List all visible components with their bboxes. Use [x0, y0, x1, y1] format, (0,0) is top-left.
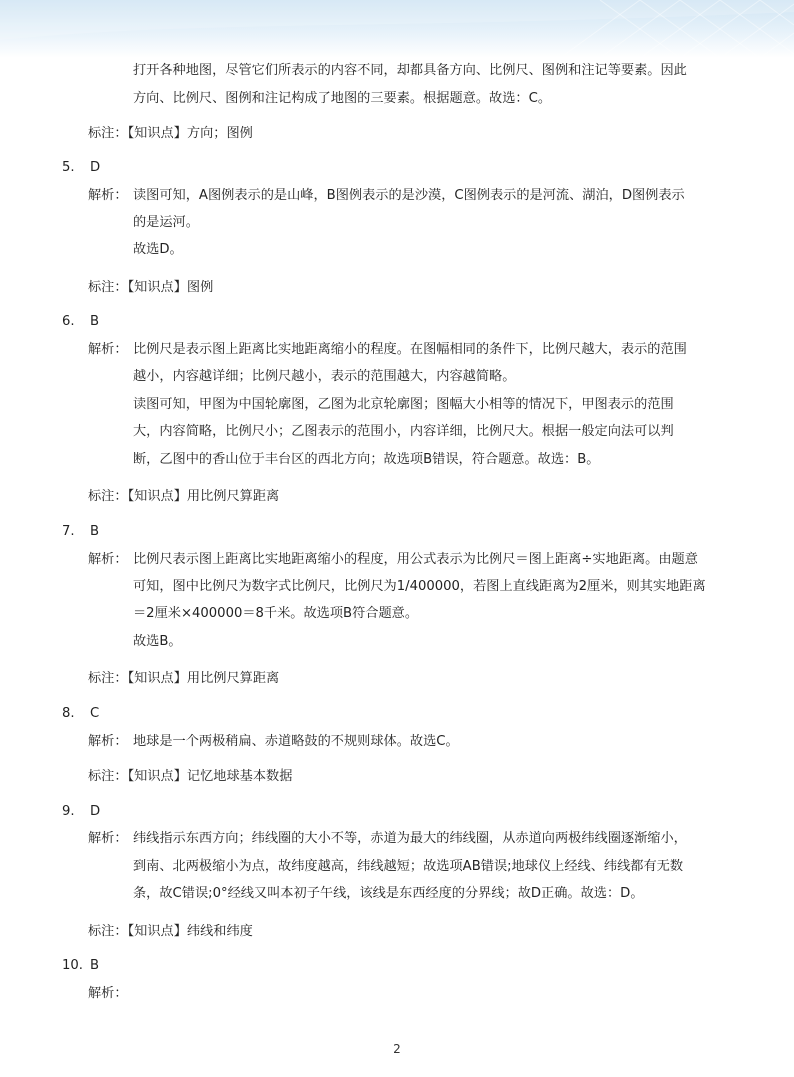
intro-line: 方向、比例尺、图例和注记构成了地图的三要素。根据题意。故选：C。	[133, 91, 552, 106]
analysis-line: 断，乙图中的香山位于丰台区的西北方向；故选项B错误，符合题意。故选：B。	[133, 452, 600, 467]
analysis-label: 解析：	[88, 188, 128, 203]
question-number: 9.	[62, 804, 75, 819]
question-number: 10.	[62, 958, 83, 973]
question-number: 6.	[62, 314, 75, 329]
analysis-line: 到南、北两极缩小为点，故纬度越高，纬线越短；故选项AB错误;地球仪上经线、纬线都有无数	[133, 859, 684, 874]
analysis-line: 比例尺是表示图上距离比实地距离缩小的程度。在图幅相同的条件下，比例尺越大，表示的范围	[133, 342, 687, 357]
header-banner	[0, 0, 794, 58]
analysis-line: 纬线指示东西方向；纬线圈的大小不等，赤道为最大的纬线圈，从赤道向两极纬线圈逐渐缩小，	[133, 831, 687, 846]
analysis-label: 解析：	[88, 552, 128, 567]
analysis-label: 解析：	[88, 831, 128, 846]
analysis-line: 地球是一个两极稍扁、赤道略鼓的不规则球体。故选C。	[133, 734, 459, 749]
analysis-label: 解析：	[88, 734, 128, 749]
answer-letter: B	[90, 524, 100, 539]
analysis-label: 解析：	[88, 986, 128, 1001]
analysis-line: 读图可知，A图例表示的是山峰，B图例表示的是沙漠，C图例表示的是河流、湖泊，D图例表示	[133, 188, 685, 203]
knowledge-tag: 标注：【知识点】用比例尺算距离	[88, 671, 280, 686]
question-number: 7.	[62, 524, 75, 539]
analysis-label: 解析：	[88, 342, 128, 357]
answer-letter: B	[90, 314, 100, 329]
question-number: 8.	[62, 706, 75, 721]
knowledge-tag: 标注：【知识点】图例	[88, 280, 214, 295]
analysis-line: 故选D。	[133, 242, 183, 257]
analysis-line: 可知，图中比例尺为数字式比例尺，比例尺为1/400000，若图上直线距离为2厘米，则其实地距离	[133, 579, 706, 594]
answer-letter: C	[90, 706, 100, 721]
analysis-line: 大，内容简略，比例尺小；乙图表示的范围小，内容详细，比例尺大。根据一般定向法可以判	[133, 424, 674, 439]
analysis-line: 故选B。	[133, 634, 182, 649]
analysis-line: 越小，内容越详细；比例尺越小，表示的范围越大，内容越简略。	[133, 369, 516, 384]
analysis-line: ＝2厘米×400000＝8千米。故选项B符合题意。	[133, 606, 419, 621]
analysis-line: 条，故C错误;0°经线又叫本初子午线，该线是东西经度的分界线；故D正确。故选：D。	[133, 886, 644, 901]
knowledge-tag: 标注：【知识点】纬线和纬度	[88, 924, 253, 939]
answer-letter: D	[90, 160, 101, 175]
knowledge-tag: 标注：【知识点】记忆地球基本数据	[88, 769, 293, 784]
answer-letter: D	[90, 804, 101, 819]
knowledge-tag: 标注：【知识点】方向；图例	[88, 126, 253, 141]
intro-line: 打开各种地图，尽管它们所表示的内容不同，却都具备方向、比例尺、图例和注记等要素。因此	[133, 63, 687, 78]
decorative-wave	[0, 0, 794, 58]
analysis-line: 比例尺表示图上距离比实地距离缩小的程度，用公式表示为比例尺＝图上距离÷实地距离。由题意	[133, 552, 698, 567]
knowledge-tag: 标注：【知识点】用比例尺算距离	[88, 489, 280, 504]
question-number: 5.	[62, 160, 75, 175]
analysis-line: 的是运河。	[133, 215, 199, 230]
answer-letter: B	[90, 958, 100, 973]
page-number: 2	[393, 1042, 401, 1056]
analysis-line: 读图可知，甲图为中国轮廓图，乙图为北京轮廓图；图幅大小相等的情况下，甲图表示的范围	[133, 397, 674, 412]
